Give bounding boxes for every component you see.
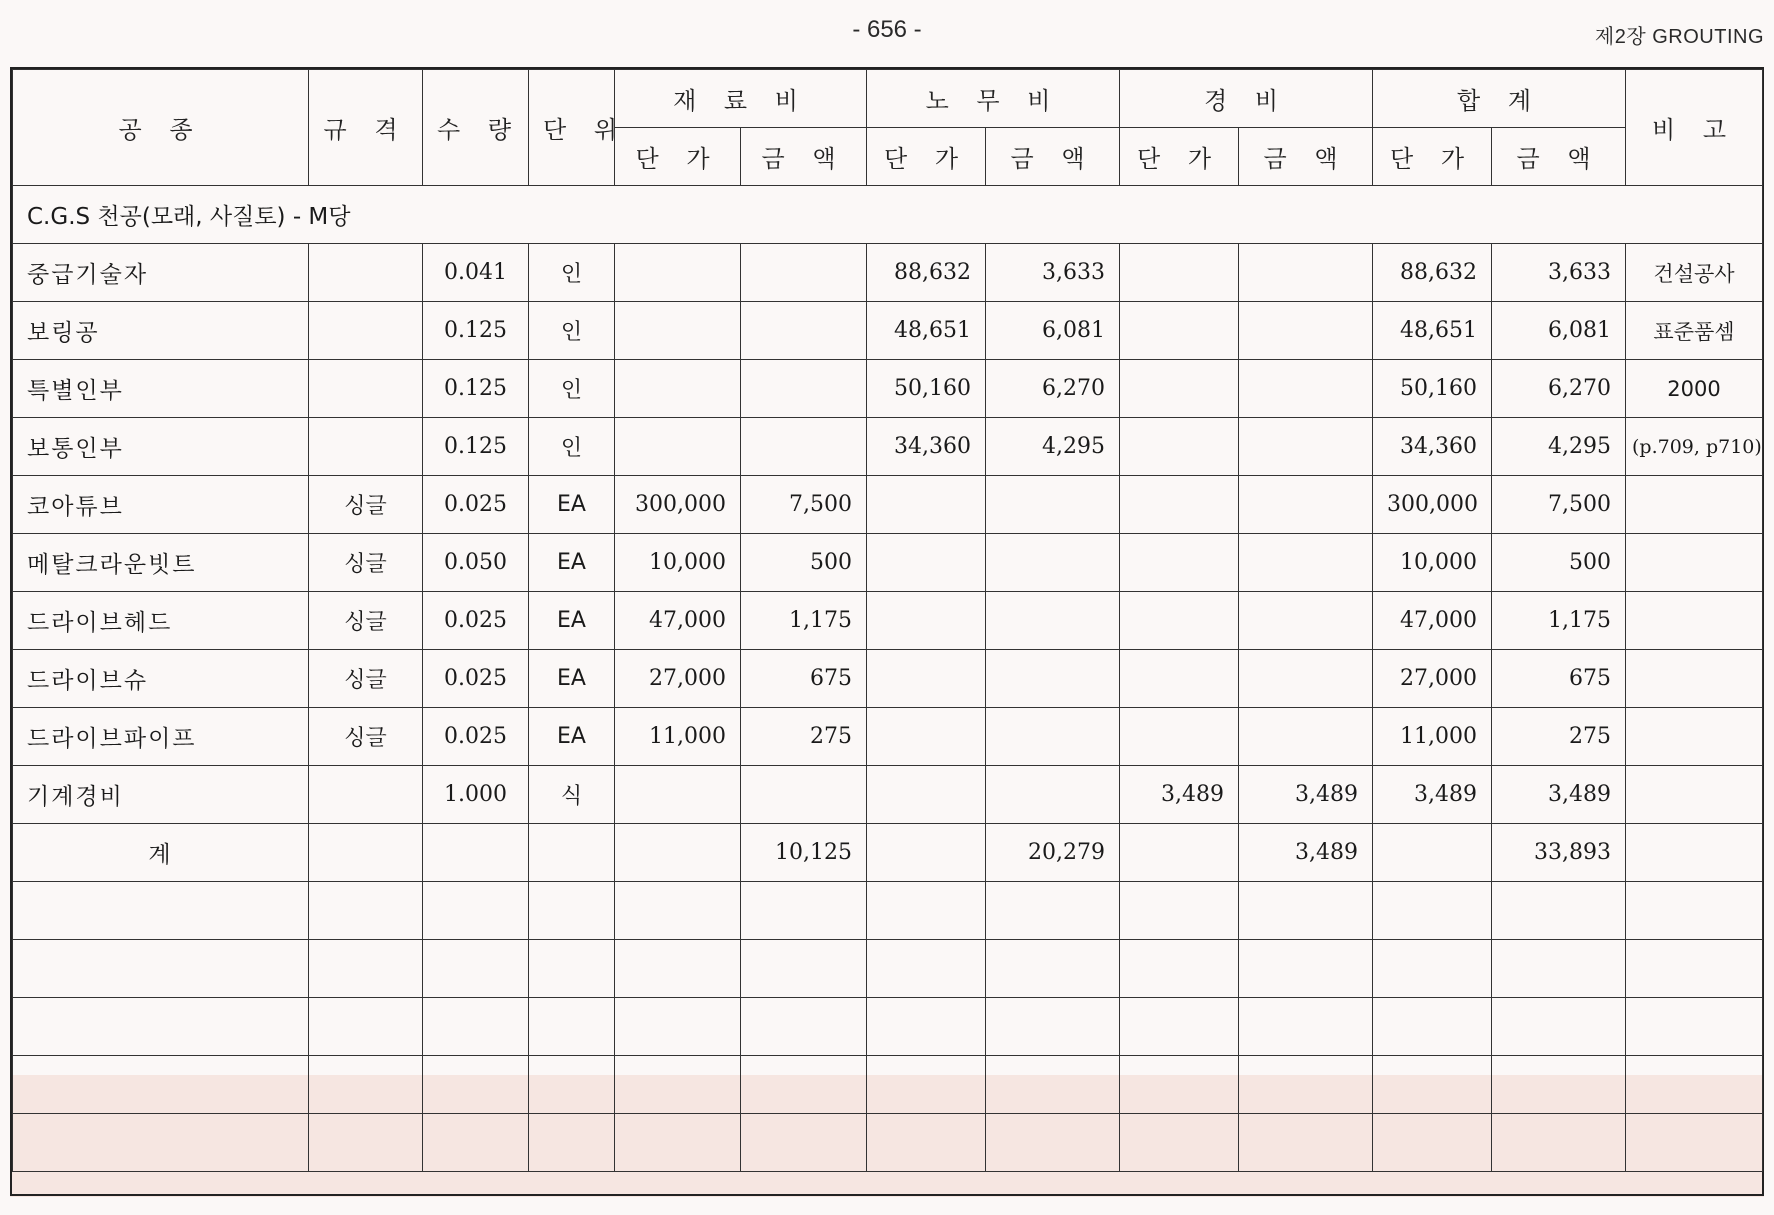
table-row	[13, 360, 1763, 418]
cell-empty	[986, 940, 1120, 998]
cell-empty	[867, 998, 986, 1056]
cell-subtotal-expense-amount: 3,489	[1239, 824, 1373, 882]
cell-expense-amount	[1239, 476, 1373, 534]
cell-labor-amount	[986, 592, 1120, 650]
cell-empty	[1239, 998, 1373, 1056]
cell-material-amount: 7,500	[741, 476, 867, 534]
cell-remarks: 건설공사	[1626, 244, 1763, 302]
cell-subtotal-material-amount: 10,125	[741, 824, 867, 882]
blank-row	[13, 940, 1763, 998]
cell-name: 드라이브헤드	[13, 592, 309, 650]
cell-quantity: 0.025	[423, 476, 529, 534]
cell-spec: 싱글	[309, 534, 423, 592]
cell-empty	[1492, 882, 1626, 940]
cell-quantity: 1.000	[423, 766, 529, 824]
cell-quantity: 0.025	[423, 592, 529, 650]
table-row	[13, 592, 1763, 650]
cell-empty	[1373, 824, 1492, 882]
cell-expense-amount	[1239, 360, 1373, 418]
cell-material-unit-price: 27,000	[615, 650, 741, 708]
cell-name: 특별인부	[13, 360, 309, 418]
cell-empty	[986, 998, 1120, 1056]
cell-empty	[615, 824, 741, 882]
cell-empty	[1492, 998, 1626, 1056]
cell-empty	[867, 1114, 986, 1172]
cell-empty	[1373, 1056, 1492, 1114]
subtotal-row	[13, 824, 1763, 882]
cell-spec: 싱글	[309, 592, 423, 650]
cell-spec	[309, 360, 423, 418]
cell-empty	[1626, 824, 1763, 882]
cell-empty	[1626, 882, 1763, 940]
cell-remarks	[1626, 534, 1763, 592]
cell-labor-unit-price	[867, 650, 986, 708]
cell-empty	[309, 940, 423, 998]
table-row	[13, 766, 1763, 824]
cell-total-amount: 4,295	[1492, 418, 1626, 476]
cell-labor-amount	[986, 708, 1120, 766]
cell-remarks: 표준품셈	[1626, 302, 1763, 360]
cell-empty	[1626, 998, 1763, 1056]
cell-empty	[529, 1056, 615, 1114]
cell-material-unit-price: 47,000	[615, 592, 741, 650]
table-row	[13, 244, 1763, 302]
cell-quantity: 0.041	[423, 244, 529, 302]
cell-empty	[1492, 1114, 1626, 1172]
cost-table-frame	[10, 67, 1764, 1196]
cell-empty	[13, 998, 309, 1056]
cell-labor-unit-price	[867, 476, 986, 534]
cell-unit: 인	[529, 302, 615, 360]
cell-expense-unit-price	[1120, 476, 1239, 534]
cell-total-unit-price: 50,160	[1373, 360, 1492, 418]
cell-labor-unit-price: 34,360	[867, 418, 986, 476]
cell-expense-amount	[1239, 244, 1373, 302]
cell-name: 코아튜브	[13, 476, 309, 534]
cell-empty	[309, 1056, 423, 1114]
cell-empty	[1373, 882, 1492, 940]
cell-expense-unit-price: 3,489	[1120, 766, 1239, 824]
header-labor-cost: 노 무 비	[867, 70, 1120, 128]
cell-material-amount	[741, 302, 867, 360]
cell-empty	[1626, 1114, 1763, 1172]
cell-empty	[1239, 1056, 1373, 1114]
cell-expense-amount	[1239, 650, 1373, 708]
cell-unit: EA	[529, 476, 615, 534]
cell-material-unit-price	[615, 360, 741, 418]
cell-remarks: (p.709, p710)	[1626, 418, 1763, 476]
cell-name: 메탈크라운빗트	[13, 534, 309, 592]
cell-empty	[741, 1056, 867, 1114]
cell-quantity: 0.125	[423, 418, 529, 476]
cell-remarks	[1626, 476, 1763, 534]
header-unit: 단 위	[529, 70, 615, 186]
cell-expense-unit-price	[1120, 360, 1239, 418]
cell-empty	[1120, 940, 1239, 998]
cell-subtotal-labor-amount: 20,279	[986, 824, 1120, 882]
cell-labor-amount	[986, 766, 1120, 824]
cell-labor-unit-price: 50,160	[867, 360, 986, 418]
cell-expense-unit-price	[1120, 650, 1239, 708]
cell-material-unit-price: 11,000	[615, 708, 741, 766]
cell-expense-amount	[1239, 418, 1373, 476]
cell-remarks	[1626, 766, 1763, 824]
cell-labor-amount	[986, 650, 1120, 708]
section-row	[13, 186, 1763, 244]
header-material-cost: 재 료 비	[615, 70, 867, 128]
cell-material-amount	[741, 244, 867, 302]
cell-material-unit-price	[615, 302, 741, 360]
cell-empty	[529, 824, 615, 882]
cell-empty	[986, 882, 1120, 940]
table-row	[13, 476, 1763, 534]
cell-subtotal-label: 계	[13, 824, 309, 882]
cell-material-unit-price: 10,000	[615, 534, 741, 592]
cell-unit: EA	[529, 650, 615, 708]
cell-unit: EA	[529, 708, 615, 766]
cell-spec: 싱글	[309, 650, 423, 708]
cell-total-amount: 3,633	[1492, 244, 1626, 302]
cell-labor-unit-price: 88,632	[867, 244, 986, 302]
cell-empty	[423, 940, 529, 998]
cell-labor-amount: 4,295	[986, 418, 1120, 476]
cell-name: 드라이브파이프	[13, 708, 309, 766]
cell-unit: EA	[529, 534, 615, 592]
cell-empty	[309, 824, 423, 882]
cell-empty	[867, 882, 986, 940]
header-quantity: 수 량	[423, 70, 529, 186]
cell-empty	[867, 1056, 986, 1114]
header-spec: 규 격	[309, 70, 423, 186]
cell-empty	[423, 824, 529, 882]
cell-name: 보링공	[13, 302, 309, 360]
cell-empty	[1373, 940, 1492, 998]
cell-expense-amount	[1239, 302, 1373, 360]
cell-empty	[986, 1114, 1120, 1172]
cell-empty	[1373, 1114, 1492, 1172]
cell-total-unit-price: 10,000	[1373, 534, 1492, 592]
header-expense-unit-price: 단 가	[1120, 128, 1239, 186]
cell-total-amount: 1,175	[1492, 592, 1626, 650]
cell-empty	[13, 1056, 309, 1114]
cell-total-unit-price: 3,489	[1373, 766, 1492, 824]
cell-empty	[1239, 940, 1373, 998]
cell-name: 중급기술자	[13, 244, 309, 302]
header-expense: 경 비	[1120, 70, 1373, 128]
table-row	[13, 650, 1763, 708]
cell-spec	[309, 766, 423, 824]
table-row	[13, 302, 1763, 360]
cell-material-amount: 500	[741, 534, 867, 592]
cell-spec	[309, 302, 423, 360]
cell-empty	[529, 998, 615, 1056]
cell-total-unit-price: 11,000	[1373, 708, 1492, 766]
cell-empty	[615, 882, 741, 940]
cell-labor-amount: 6,081	[986, 302, 1120, 360]
cell-material-unit-price: 300,000	[615, 476, 741, 534]
blank-row	[13, 1114, 1763, 1172]
cell-empty	[423, 998, 529, 1056]
cell-labor-amount: 6,270	[986, 360, 1120, 418]
cell-remarks	[1626, 592, 1763, 650]
chapter-title: 제2장 GROUTING	[1594, 26, 1764, 48]
cell-total-unit-price: 88,632	[1373, 244, 1492, 302]
cell-name: 드라이브슈	[13, 650, 309, 708]
blank-row	[13, 998, 1763, 1056]
header-total-unit-price: 단 가	[1373, 128, 1492, 186]
cell-empty	[1120, 824, 1239, 882]
cell-labor-unit-price	[867, 708, 986, 766]
header-total: 합 계	[1373, 70, 1626, 128]
cell-total-unit-price: 48,651	[1373, 302, 1492, 360]
cell-empty	[423, 1056, 529, 1114]
cell-spec	[309, 418, 423, 476]
cell-empty	[1492, 940, 1626, 998]
cell-empty	[309, 882, 423, 940]
cell-total-unit-price: 34,360	[1373, 418, 1492, 476]
cell-unit: 식	[529, 766, 615, 824]
cell-labor-amount	[986, 476, 1120, 534]
table-row	[13, 534, 1763, 592]
cell-quantity: 0.050	[423, 534, 529, 592]
section-title: C.G.S 천공(모래, 사질토) - M당	[13, 186, 1763, 244]
table-row	[13, 418, 1763, 476]
cell-unit: 인	[529, 418, 615, 476]
header-labor-amount: 금 액	[986, 128, 1120, 186]
cell-labor-amount	[986, 534, 1120, 592]
header-material-unit-price: 단 가	[615, 128, 741, 186]
cell-expense-unit-price	[1120, 534, 1239, 592]
cell-expense-amount	[1239, 534, 1373, 592]
cell-material-amount	[741, 418, 867, 476]
cell-material-unit-price	[615, 244, 741, 302]
page-number: - 656 -	[852, 16, 922, 43]
cell-empty	[13, 940, 309, 998]
cell-expense-amount: 3,489	[1239, 766, 1373, 824]
cell-expense-unit-price	[1120, 302, 1239, 360]
cell-labor-unit-price	[867, 592, 986, 650]
cell-total-amount: 500	[1492, 534, 1626, 592]
cell-empty	[1239, 882, 1373, 940]
cell-empty	[1239, 1114, 1373, 1172]
cell-empty	[1120, 1056, 1239, 1114]
cell-empty	[1492, 1056, 1626, 1114]
cell-empty	[309, 998, 423, 1056]
cell-subtotal-total-amount: 33,893	[1492, 824, 1626, 882]
cell-empty	[1626, 940, 1763, 998]
header-material-amount: 금 액	[741, 128, 867, 186]
table-row	[13, 708, 1763, 766]
cell-labor-unit-price	[867, 534, 986, 592]
header-remarks: 비 고	[1626, 70, 1763, 186]
cell-total-amount: 7,500	[1492, 476, 1626, 534]
cell-total-amount: 275	[1492, 708, 1626, 766]
header-labor-unit-price: 단 가	[867, 128, 986, 186]
blank-row	[13, 882, 1763, 940]
cell-expense-unit-price	[1120, 418, 1239, 476]
cell-empty	[1120, 882, 1239, 940]
cell-empty	[529, 1114, 615, 1172]
cell-total-unit-price: 47,000	[1373, 592, 1492, 650]
blank-row	[13, 1056, 1763, 1114]
cell-remarks	[1626, 708, 1763, 766]
cell-empty	[615, 1114, 741, 1172]
cell-empty	[529, 940, 615, 998]
cost-table	[12, 69, 1763, 1172]
cell-empty	[1120, 1114, 1239, 1172]
cell-labor-unit-price	[867, 766, 986, 824]
cell-expense-amount	[1239, 708, 1373, 766]
cell-expense-unit-price	[1120, 708, 1239, 766]
cell-material-unit-price	[615, 418, 741, 476]
cell-material-unit-price	[615, 766, 741, 824]
cell-empty	[741, 882, 867, 940]
cell-empty	[309, 1114, 423, 1172]
cell-name: 기계경비	[13, 766, 309, 824]
cell-expense-unit-price	[1120, 244, 1239, 302]
cell-empty	[423, 1114, 529, 1172]
cell-labor-unit-price: 48,651	[867, 302, 986, 360]
cell-total-unit-price: 27,000	[1373, 650, 1492, 708]
cell-unit: 인	[529, 244, 615, 302]
cell-total-amount: 6,081	[1492, 302, 1626, 360]
cell-material-amount	[741, 360, 867, 418]
header-expense-amount: 금 액	[1239, 128, 1373, 186]
cell-labor-amount: 3,633	[986, 244, 1120, 302]
cell-empty	[615, 940, 741, 998]
header-total-amount: 금 액	[1492, 128, 1626, 186]
cell-empty	[741, 940, 867, 998]
cell-expense-amount	[1239, 592, 1373, 650]
cell-empty	[615, 998, 741, 1056]
cell-empty	[1626, 1056, 1763, 1114]
cell-empty	[867, 824, 986, 882]
cell-empty	[1373, 998, 1492, 1056]
cell-total-amount: 6,270	[1492, 360, 1626, 418]
cell-empty	[1120, 998, 1239, 1056]
cell-material-amount: 275	[741, 708, 867, 766]
cell-empty	[986, 1056, 1120, 1114]
cell-quantity: 0.125	[423, 302, 529, 360]
cell-total-unit-price: 300,000	[1373, 476, 1492, 534]
cell-empty	[741, 998, 867, 1056]
cell-spec: 싱글	[309, 708, 423, 766]
cell-remarks	[1626, 650, 1763, 708]
cell-empty	[13, 882, 309, 940]
cell-material-amount: 675	[741, 650, 867, 708]
cell-total-amount: 675	[1492, 650, 1626, 708]
cell-material-amount	[741, 766, 867, 824]
cell-name: 보통인부	[13, 418, 309, 476]
cell-empty	[13, 1114, 309, 1172]
cell-empty	[741, 1114, 867, 1172]
table-header	[13, 70, 1763, 186]
cell-quantity: 0.025	[423, 650, 529, 708]
cell-empty	[867, 940, 986, 998]
cell-unit: EA	[529, 592, 615, 650]
table-body	[13, 186, 1763, 1172]
cell-expense-unit-price	[1120, 592, 1239, 650]
cell-unit: 인	[529, 360, 615, 418]
cell-spec: 싱글	[309, 476, 423, 534]
cell-material-amount: 1,175	[741, 592, 867, 650]
cell-remarks: 2000	[1626, 360, 1763, 418]
cell-total-amount: 3,489	[1492, 766, 1626, 824]
header-work-type: 공 종	[13, 70, 309, 186]
cell-spec	[309, 244, 423, 302]
cell-quantity: 0.025	[423, 708, 529, 766]
cell-empty	[615, 1056, 741, 1114]
cell-empty	[529, 882, 615, 940]
cell-empty	[423, 882, 529, 940]
cell-quantity: 0.125	[423, 360, 529, 418]
